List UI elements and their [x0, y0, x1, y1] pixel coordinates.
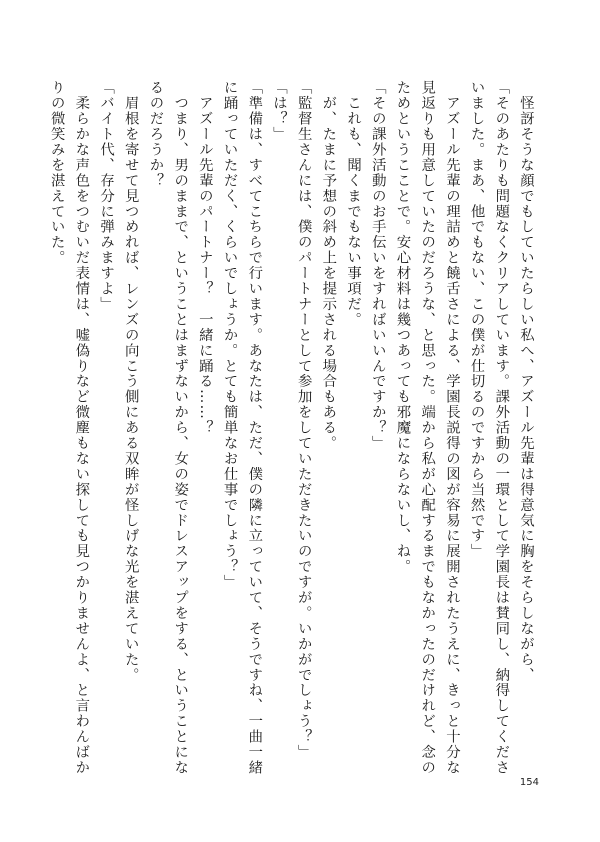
text-line: 「は？」: [270, 80, 287, 142]
text-line: るのだろうか？: [147, 80, 164, 189]
text-line: りの微笑みを湛えていた。: [48, 80, 65, 266]
text-line: 「そのあたりも問題なくクリアしています。課外活動の一環として学園長は賛同し、納得してくださ: [493, 80, 510, 776]
text-line: 見返りも用意していたのだろうな、と思った。端から私が心配するまでもなかったのだけれど、念の: [419, 80, 436, 776]
text-line: アズール先輩の理詰めと饒舌さによる、学園長説得の図が容易に展開されたうえに、きっと十分な: [443, 80, 460, 776]
text-line: いました。まあ、他でもない、この僕が仕切るのですから当然です」: [468, 80, 485, 559]
text-line: つまり、男のままで、ということはまずないから、女の姿でドレスアップをする、ということにな: [172, 80, 189, 776]
text-line: 「その課外活動のお手伝いをすればいいんですか？」: [369, 80, 386, 451]
text-line: 「監督生さんには、僕のパートナーとして参加をしていただきたいのですが。いかがでしょう？」: [295, 80, 312, 760]
text-line: に踊っていただく、くらいでしょうか。とても簡単なお仕事でしょう？」: [221, 80, 238, 590]
text-line: 「バイト代、存分に弾みますよ」: [98, 80, 115, 312]
text-line: が、たまに予想の斜め上を提示される場合もある。: [320, 80, 337, 451]
text-line: アズール先輩のパートナー？ 一緒に踊る……？: [196, 80, 213, 436]
text-line: ためというこことで。安心材料は幾つあっても邪魔にならないし、ね。: [394, 80, 411, 575]
text-line: 「準備は、すべてこちらで行います。あなたは、ただ、僕の隣に立っていて、そうですね、一曲一緒: [246, 80, 263, 776]
text-line: これも、聞くまでもない事項だ。: [345, 80, 362, 328]
page-number: 154: [519, 777, 539, 788]
text-line: 怪訝そうな顔でもしていたらしい私へ、アズール先輩は得意気に胸をそらしながら、: [518, 80, 534, 683]
text-line: 眉根を寄せて見つめれば、レンズの向こう側にある双眸が怪しげな光を湛えていた。: [122, 80, 139, 683]
text-line: 柔らかな声色をつむいだ表情は、嘘偽りなど微塵もない探しても見つかりませんよ、と言わんばか: [73, 80, 90, 776]
vertical-text-body: [48, 80, 538, 776]
